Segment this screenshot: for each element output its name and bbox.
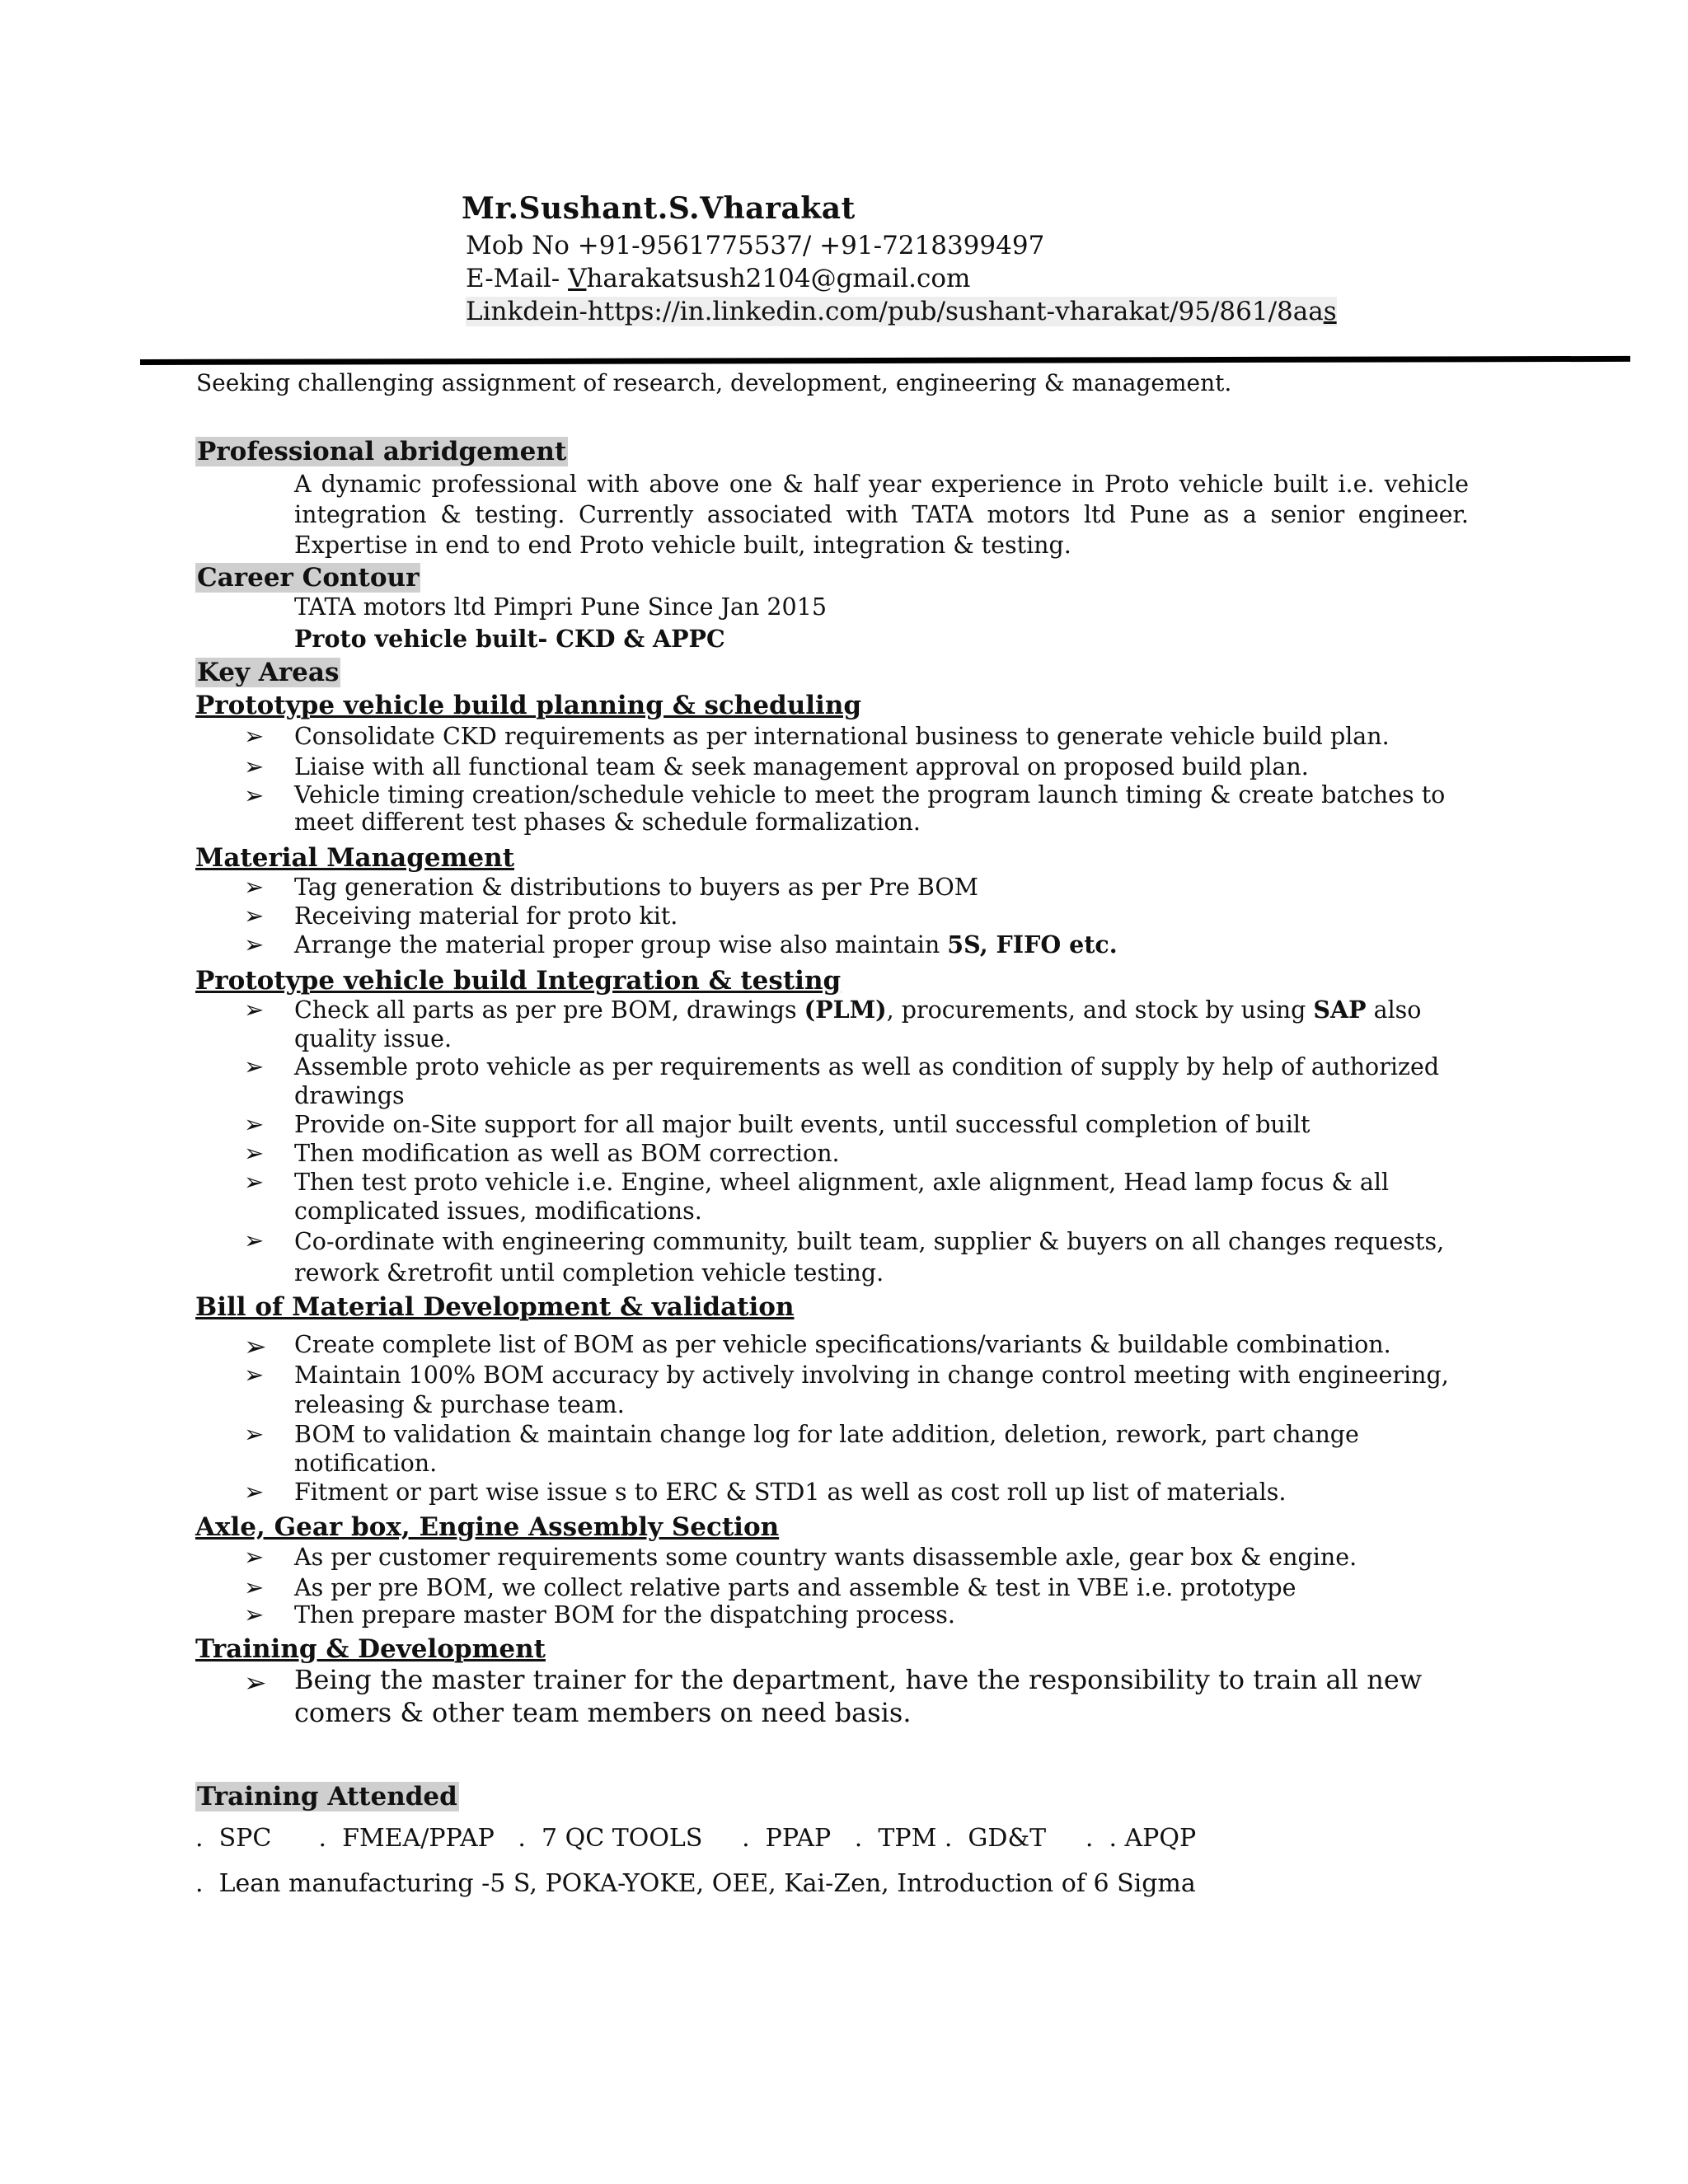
email-line — [466, 264, 970, 293]
mobile-line: Mob No +91-9561775537/ +91-7218399497 — [466, 231, 1045, 260]
email-label: E-Mail- — [466, 264, 569, 293]
list-item: Provide on-Site support for all major built events, until successful completion of built — [294, 1111, 1311, 1138]
bullet-arrow-icon: ➢ — [244, 902, 265, 930]
bullet-arrow-icon: ➢ — [244, 781, 265, 809]
candidate-name: Mr.Sushant.S.Vharakat — [462, 191, 856, 226]
list-item: Maintain 100% BOM accuracy by actively involving in change control meeting with engineering, releasing & purchase team. — [294, 1361, 1449, 1418]
list-item: Then modification as well as BOM correction. — [294, 1140, 840, 1167]
list-item: Create complete list of BOM as per vehicle specifications/variants & buildable combination. — [294, 1331, 1391, 1358]
bullet-arrow-icon: ➢ — [244, 1478, 265, 1506]
email-address: harakatsush2104@gmail.com — [586, 264, 971, 293]
list-item: Liaise with all functional team & seek management approval on proposed build plan. — [294, 753, 1309, 780]
bullet-arrow-icon: ➢ — [244, 1168, 265, 1196]
email-first-letter: V — [568, 264, 587, 293]
section-heading-key-areas: Key Areas — [197, 658, 340, 687]
list-item: Receiving material for proto kit. — [294, 902, 678, 930]
list-item-text: , procurements, and stock by using — [886, 996, 1314, 1024]
training-list: . SPC . FMEA/PPAP . 7 QC TOOLS . PPAP . TPM . GD&T . . APQP — [195, 1824, 1197, 1853]
header-divider — [140, 356, 1630, 365]
subheading-assembly: Axle, Gear box, Engine Assembly Section — [195, 1512, 780, 1542]
list-item: As per customer requirements some country wants disassemble axle, gear box & engine. — [294, 1544, 1357, 1571]
list-item: Tag generation & distributions to buyers as per Pre BOM — [294, 874, 978, 901]
bullet-arrow-icon: ➢ — [244, 1139, 265, 1167]
bullet-arrow-icon: ➢ — [244, 930, 265, 958]
linkedin-url: Linkdein-https://in.linkedin.com/pub/sushant-vharakat/95/861/8aa — [466, 297, 1324, 326]
bullet-arrow-icon: ➢ — [244, 1601, 265, 1629]
list-item-bold: 5S, FIFO etc. — [947, 930, 1118, 958]
list-item-text: also quality issue. — [294, 996, 1422, 1052]
professional-summary — [294, 469, 1469, 560]
bullet-arrow-icon: ➢ — [244, 1226, 265, 1254]
bullet-arrow-icon: ➢ — [244, 1052, 265, 1080]
linkedin-line — [466, 297, 1337, 326]
subheading-bom: Bill of Material Development & validation — [195, 1292, 795, 1322]
list-item: Fitment or part wise issue s to ERC & STD1 as well as cost roll up list of materials. — [294, 1479, 1287, 1506]
bullet-arrow-icon: ➢ — [244, 1420, 265, 1448]
list-item-bold: SAP — [1313, 996, 1367, 1024]
summary-line: A dynamic professional with above one & half year experience in Proto vehicle built i.e. vehicle — [294, 471, 1469, 498]
list-item: Being the master trainer for the department, have the responsibility to train all new comers & other team members on need basis. — [294, 1664, 1423, 1728]
bullet-arrow-icon: ➢ — [244, 873, 265, 901]
list-item: BOM to validation & maintain change log for late addition, deletion, rework, part change notification. — [294, 1421, 1359, 1477]
training-list: . Lean manufacturing -5 S, POKA-YOKE, OEE, Kai-Zen, Introduction of 6 Sigma — [195, 1869, 1196, 1898]
subheading-planning: Prototype vehicle build planning & scheduling — [195, 691, 862, 720]
list-item: Assemble proto vehicle as per requirements as well as condition of supply by help of authorized drawings — [294, 1053, 1440, 1109]
subheading-integration: Prototype vehicle build Integration & testing — [195, 966, 842, 996]
career-company: TATA motors ltd Pimpri Pune Since Jan 2015 — [294, 593, 827, 621]
list-item: Vehicle timing creation/schedule vehicle to meet the program launch timing & create batches to meet different test phases & schedule formalization. — [294, 781, 1446, 836]
subheading-training-development: Training & Development — [195, 1634, 546, 1664]
list-item-bold: (PLM) — [804, 996, 887, 1024]
bullet-arrow-icon: ➢ — [244, 1666, 267, 1699]
list-item — [294, 930, 1465, 959]
summary-line: integration & testing. Currently associated with TATA motors ltd Pune as a senior engineer. — [294, 501, 1469, 528]
section-heading-professional: Professional abridgement — [197, 437, 567, 466]
list-item — [294, 996, 1465, 1053]
bullet-arrow-icon: ➢ — [244, 752, 265, 780]
bullet-arrow-icon: ➢ — [244, 1573, 265, 1601]
bullet-arrow-icon: ➢ — [244, 1543, 265, 1571]
bullet-arrow-icon: ➢ — [244, 1110, 265, 1138]
section-heading-career: Career Contour — [197, 563, 420, 593]
list-item: Then test proto vehicle i.e. Engine, wheel alignment, axle alignment, Head lamp focus & all complicated issues, modifications. — [294, 1169, 1390, 1225]
section-heading-training-attended: Training Attended — [197, 1782, 457, 1811]
list-item-text: Check all parts as per pre BOM, drawings — [294, 996, 804, 1024]
linkedin-url-last: s — [1323, 297, 1337, 326]
bullet-arrow-icon: ➢ — [244, 1361, 265, 1389]
career-role: Proto vehicle built- CKD & APPC — [294, 625, 725, 653]
bullet-arrow-icon: ➢ — [244, 996, 265, 1024]
list-item: Co-ordinate with engineering community, built team, supplier & buyers on all changes requests, rework &retrofit until completion vehicle testing. — [294, 1228, 1445, 1286]
subheading-material: Material Management — [195, 843, 515, 873]
summary-line: Expertise in end to end Proto vehicle built, integration & testing. — [294, 532, 1071, 559]
list-item-text: Arrange the material proper group wise also maintain — [294, 931, 948, 958]
objective: Seeking challenging assignment of research, development, engineering & management. — [196, 369, 1232, 396]
bullet-arrow-icon: ➢ — [244, 1330, 267, 1362]
list-item: Consolidate CKD requirements as per international business to generate vehicle build plan. — [294, 723, 1390, 750]
list-item: Then prepare master BOM for the dispatching process. — [294, 1601, 955, 1629]
list-item: As per pre BOM, we collect relative parts and assemble & test in VBE i.e. prototype — [294, 1574, 1296, 1601]
bullet-arrow-icon: ➢ — [244, 722, 265, 750]
